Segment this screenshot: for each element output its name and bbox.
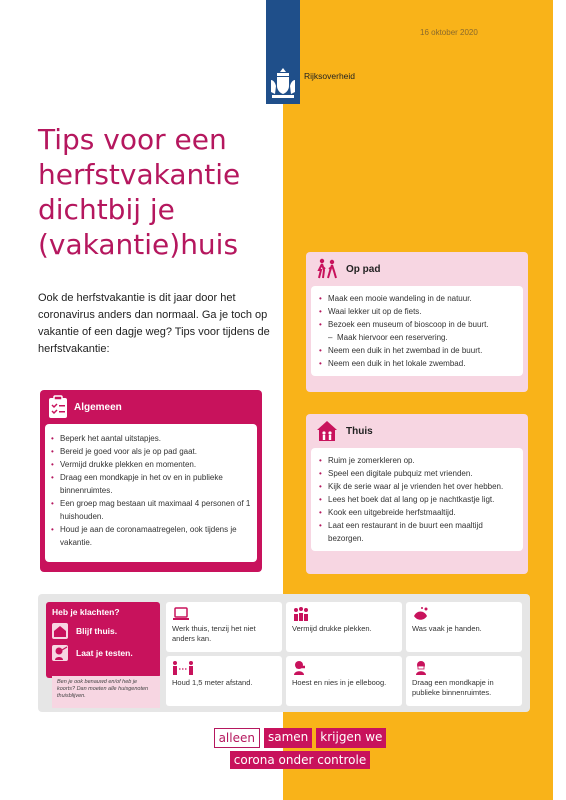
tile-text: Vermijd drukke plekken.	[292, 624, 372, 633]
oppad-title: Op pad	[346, 263, 381, 275]
oppad-header	[306, 252, 528, 286]
list-item: • Ruim je zomerkleren op.	[319, 454, 515, 467]
algemeen-header	[40, 390, 262, 424]
klachten-box	[46, 602, 160, 678]
list-item: • Laat een restaurant in de buurt een maaltijd bezorgen.	[319, 519, 515, 545]
list-item: • Kijk de serie waar al je vrienden het over hebben.	[319, 480, 515, 493]
measure-tile	[166, 656, 282, 706]
oppad-card	[306, 252, 528, 392]
list-item: • Vermijd drukke plekken en momenten.	[51, 458, 251, 471]
distance-icon	[172, 660, 188, 676]
handwash-icon	[412, 606, 428, 622]
list-item: • Neem een duik in het zwembad in de buurt.	[319, 344, 515, 357]
logo-text: Rijksoverheid	[304, 71, 356, 81]
laptop-icon	[172, 606, 188, 622]
klachten-title: Heb je klachten?	[52, 607, 120, 617]
algemeen-title: Algemeen	[74, 401, 122, 413]
thuis-title: Thuis	[346, 425, 373, 437]
list-item: • Maak een mooie wandeling in de natuur.	[319, 292, 515, 305]
tile-text: Was vaak je handen.	[412, 624, 482, 633]
algemeen-card	[40, 390, 262, 572]
mask-icon	[412, 660, 428, 676]
measure-tile	[406, 602, 522, 652]
list-item: • Bereid je goed voor als je op pad gaat.	[51, 445, 251, 458]
tile-text: Werk thuis, tenzij het niet anders kan.	[172, 624, 256, 643]
measure-tile	[286, 602, 402, 652]
klachten-note: Ben je ook benauwd en/of heb je koorts? Dan moeten alle huisgenoten thuisblijven.	[52, 676, 160, 708]
oppad-list	[319, 292, 515, 370]
page-title: Tips voor een herfstvakantie dichtbij je (vakantie)huis	[38, 123, 241, 261]
house-icon	[316, 420, 338, 442]
thuis-header	[306, 414, 528, 448]
intro-text: Ook de herfstvakantie is dit jaar door het coronavirus anders dan normaal. Ga je toch op vakantie of een dagje weg? Tips voor tijdens de herfstvakantie:	[38, 292, 270, 355]
list-item: • Kook een uitgebreide herfstmaaltijd.	[319, 506, 515, 519]
get-tested-row	[52, 645, 154, 661]
test-swab-icon	[52, 645, 68, 661]
person-home-icon	[52, 623, 68, 639]
get-tested-text: Laat je testen.	[76, 648, 133, 658]
crowd-icon	[292, 606, 308, 622]
crest-icon	[269, 66, 297, 100]
list-item: • Bezoek een museum of bioscoop in de buurt.	[319, 318, 515, 331]
stay-home-row	[52, 623, 154, 639]
measure-tile	[406, 656, 522, 706]
thuis-body	[311, 448, 523, 551]
list-item: • Draag een mondkapje in het ov en in publieke binnenruimtes.	[51, 471, 251, 497]
list-item: • Beperk het aantal uitstapjes.	[51, 432, 251, 445]
slogan-word-alleen: alleen	[214, 728, 260, 748]
clipboard-icon	[48, 395, 68, 419]
slogan	[200, 728, 400, 772]
slogan-corona: corona onder controle	[230, 751, 370, 769]
slogan-line-2	[200, 751, 400, 769]
slogan-word-krijgen: krijgen we	[316, 728, 386, 748]
list-item: • Waai lekker uit op de fiets.	[319, 305, 515, 318]
slogan-line-1	[200, 728, 400, 748]
oppad-body	[311, 286, 523, 376]
publication-date: 16 oktober 2020	[420, 28, 478, 37]
slogan-word-samen: samen	[264, 728, 312, 748]
thuis-card	[306, 414, 528, 574]
measure-tile	[286, 656, 402, 706]
list-item: • Lees het boek dat al lang op je nachtkastje ligt.	[319, 493, 515, 506]
stay-home-text: Blijf thuis.	[76, 626, 118, 636]
algemeen-body	[45, 424, 257, 562]
sneeze-icon	[292, 660, 308, 676]
tile-text: Draag een mondkapje in publieke binnenruimtes.	[412, 678, 494, 697]
algemeen-list	[51, 432, 251, 549]
list-item: • Houd je aan de coronamaatregelen, ook tijdens je vakantie.	[51, 523, 251, 549]
list-subitem: – Maak hiervoor een reservering.	[319, 331, 515, 344]
tile-text: Hoest en nies in je elleboog.	[292, 678, 387, 687]
tile-text: Houd 1,5 meter afstand.	[172, 678, 253, 687]
list-item: • Neem een duik in het lokale zwembad.	[319, 357, 515, 370]
measures-panel	[38, 594, 530, 712]
measure-tile	[166, 602, 282, 652]
list-item: • Een groep mag bestaan uit maximaal 4 personen of 1 huishouden.	[51, 497, 251, 523]
walking-people-icon	[316, 258, 338, 280]
thuis-list	[319, 454, 515, 545]
list-item: • Speel een digitale pubquiz met vrienden.	[319, 467, 515, 480]
